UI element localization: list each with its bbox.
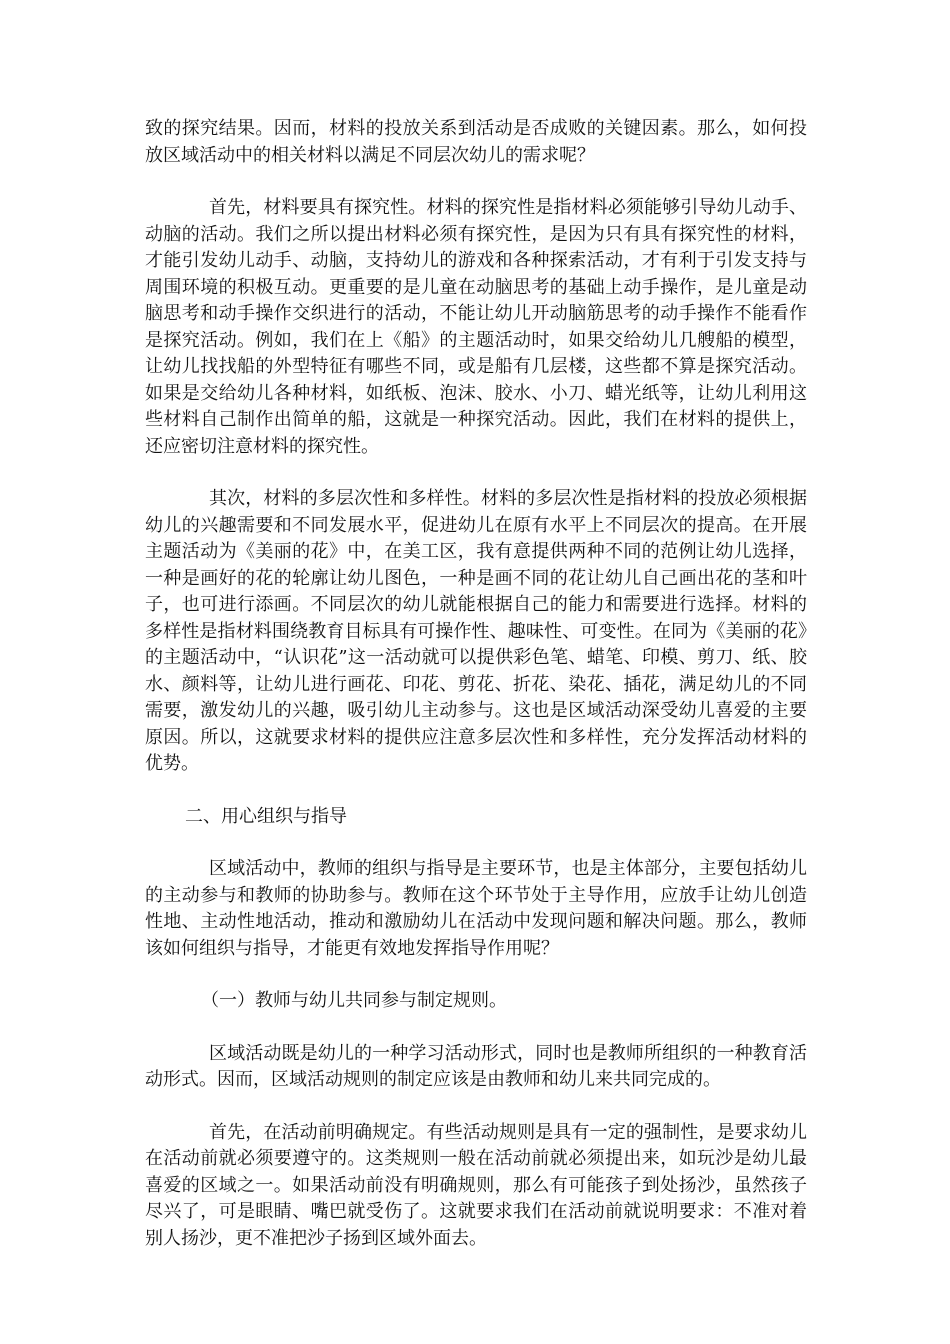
paragraph-rules-before-activity: 首先，在活动前明确规定。有些活动规则是具有一定的强制性，是要求幼儿在活动前就必须要遵守的。这类规则一般在活动前就必须提出来，如玩沙是幼儿最喜爱的区域之一。如果活动前没有明确规则，那么有可能孩子到处扬沙，虽然孩子尽兴了，可是眼睛、嘴巴就受伤了。这就要求我们在活动前就说明要求：不准对着别人扬沙，更不准把沙子扬到区域外面去。 [145,1121,807,1249]
section-heading-organization-guidance: 二、用心组织与指导 [185,805,347,827]
paragraph-rules-intro: 区域活动既是幼儿的一种学习活动形式，同时也是教师所组织的一种教育活动形式。因而，区域活动规则的制定应该是由教师和幼儿来共同完成的。 [145,1042,807,1090]
paragraph-multilevel-materials: 其次，材料的多层次性和多样性。材料的多层次性是指材料的投放必须根据幼儿的兴趣需要和不同发展水平，促进幼儿在原有水平上不同层次的提高。在开展主题活动为《美丽的花》中，在美工区，我有意提供两种不同的范例让幼儿选择，一种是画好的花的轮廓让幼儿图色，一种是画不同的花让幼儿自己画出花的茎和叶子，也可进行添画。不同层次的幼儿就能根据自己的能力和需要进行选择。材料的多样性是指材料围绕教育目标具有可操作性、趣味性、可变性。在同为《美丽的花》的主题活动中，“认识花”这一活动就可以提供彩色笔、蜡笔、印模、剪刀、纸、胶水、颜料等，让幼儿进行画花、印花、剪花、折花、染花、插花，满足幼儿的不同需要，激发幼儿的兴趣，吸引幼儿主动参与。这也是区域活动深受幼儿喜爱的主要原因。所以，这就要求材料的提供应注意多层次性和多样性，充分发挥活动材料的优势。 [145,488,807,774]
paragraph-exploratory-materials: 首先，材料要具有探究性。材料的探究性是指材料必须能够引导幼儿动手、动脑的活动。我们之所以提出材料必须有探究性，是因为只有具有探究性的材料，才能引发幼儿动手、动脑，支持幼儿的游戏和各种探索活动，才有利于引发支持与周围环境的积极互动。更重要的是儿童在动脑思考的基础上动手操作，是儿童是动脑思考和动手操作交织进行的活动，不能让幼儿开动脑筋思考的动手操作不能看作是探究活动。例如，我们在上《船》的主题活动时，如果交给幼儿几艘船的模型，让幼儿找找船的外型特征有哪些不同，或是船有几层楼，这些都不算是探究活动。如果是交给幼儿各种材料，如纸板、泡沫、胶水、小刀、蜡光纸等，让幼儿利用这些材料自己制作出简单的船，这就是一种探究活动。因此，我们在材料的提供上，还应密切注意材料的探究性。 [145,197,807,457]
paragraph-teacher-guidance: 区域活动中，教师的组织与指导是主要环节，也是主体部分，主要包括幼儿的主动参与和教师的协助参与。教师在这个环节处于主导作用，应放手让幼儿创造性地、主动性地活动，推动和激励幼儿在活动中发现问题和解决问题。那么，教师该如何组织与指导，才能更有效地发挥指导作用呢？ [145,858,807,959]
subsection-heading-rules: （一）教师与幼儿共同参与制定规则。 [201,990,507,1011]
paragraph-continuation: 致的探究结果。因而，材料的投放关系到活动是否成败的关键因素。那么，如何投放区域活动中的相关材料以满足不同层次幼儿的需求呢？ [145,118,807,166]
document-body [145,116,807,1278]
